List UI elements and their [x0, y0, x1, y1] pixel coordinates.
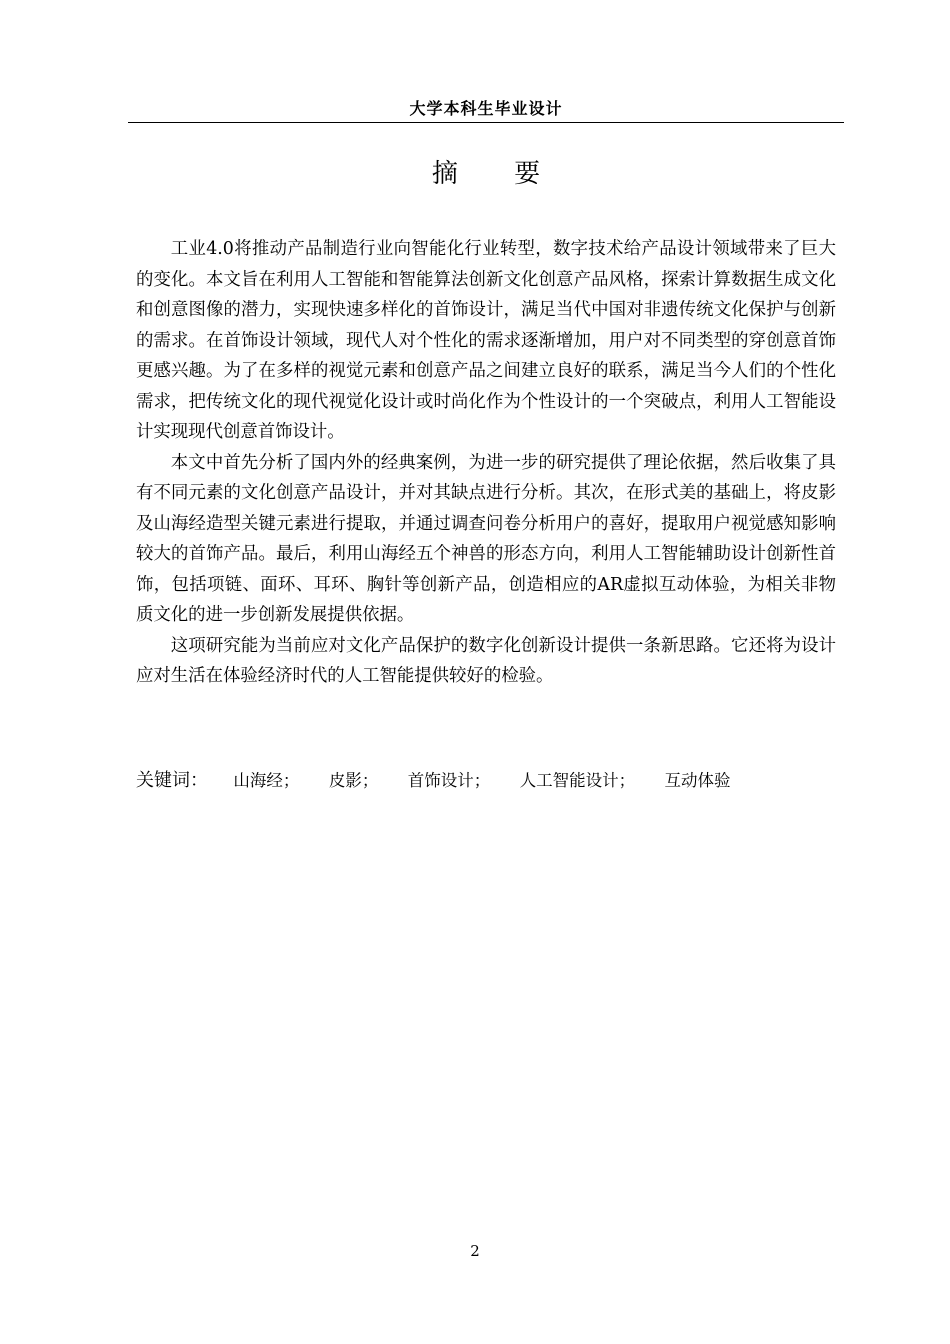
abstract-body: [136, 234, 836, 692]
keyword-item: 人工智能设计；: [519, 771, 636, 790]
abstract-title: 摘 要: [431, 159, 565, 189]
header-rule: [128, 122, 844, 123]
abstract-paragraph-1: 工业4.0将推动产品制造行业向智能化行业转型，数字技术给产品设计领域带来了巨大的变化。本文旨在利用人工智能和智能算法创新文化创意产品风格，探索计算数据生成文化和创意图像的潜力，实现快速多样化的首饰设计，满足当代中国对非遗传统文化保护与创新的需求。在首饰设计领域，现代人对个性化的需求逐渐增加，用户对不同类型的穿创意首饰更感兴趣。为了在多样的视觉元素和创意产品之间建立良好的联系，满足当今人们的个性化需求，把传统文化的现代视觉化设计或时尚化作为个性设计的一个突破点，利用人工智能设计实现现代创意首饰设计。: [136, 239, 836, 442]
keywords-label: 关键词：: [136, 770, 208, 791]
abstract-paragraph-3: 这项研究能为当前应对文化产品保护的数字化创新设计提供一条新思路。它还将为设计应对生活在体验经济时代的人工智能提供较好的检验。: [136, 635, 836, 686]
abstract-paragraph-2: 本文中首先分析了国内外的经典案例，为进一步的研究提供了理论依据，然后收集了具有不同元素的文化创意产品设计，并对其缺点进行分析。其次，在形式美的基础上，将皮影及山海经造型关键元素进行提取，并通过调查问卷分析用户的喜好，提取用户视觉感知影响较大的首饰产品。最后，利用山海经五个神兽的形态方向，利用人工智能辅助设计创新性首饰，包括项链、面环、耳环、胸针等创新产品，创造相应的AR虚拟互动体验，为相关非物质文化的进一步创新发展提供依据。: [136, 452, 836, 625]
keyword-item: 山海经；: [233, 771, 300, 790]
keywords-line: [136, 766, 731, 796]
page-number: 2: [470, 1242, 480, 1260]
keyword-item: 首饰设计；: [407, 771, 491, 790]
keyword-item: 皮影；: [328, 771, 379, 790]
running-header: 大学本科生毕业设计: [409, 99, 563, 118]
keyword-item: 互动体验: [664, 771, 731, 790]
